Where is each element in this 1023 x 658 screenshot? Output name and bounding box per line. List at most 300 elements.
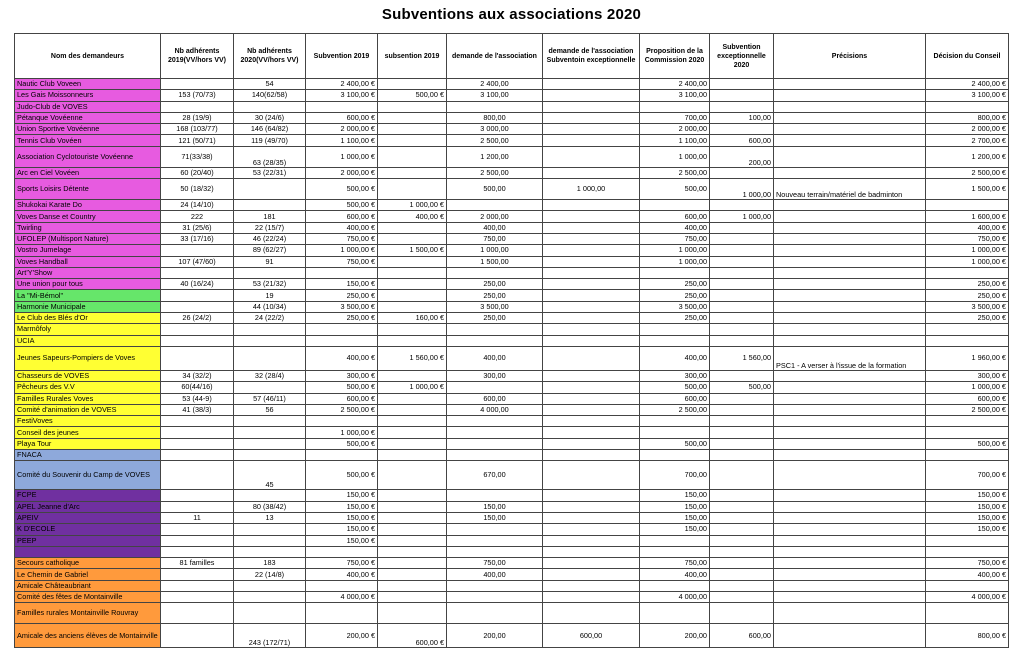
table-cell [710,90,774,101]
table-cell [543,450,640,461]
table-cell: 2 000,00 € [926,124,1009,135]
table-cell [710,416,774,427]
table-row [15,112,1009,123]
table-cell [161,524,234,535]
table-cell: 2 400,00 [640,79,710,90]
table-cell [378,546,447,557]
table-cell: 3 500,00 [447,301,543,312]
table-cell [447,101,543,112]
table-row [15,324,1009,335]
table-cell: 250,00 [640,279,710,290]
table-cell [161,490,234,501]
table-cell: 1 000,00 [640,256,710,267]
table-row [15,404,1009,415]
table-cell [447,200,543,211]
table-cell [234,324,306,335]
table-row [15,427,1009,438]
table-cell [378,404,447,415]
table-row [15,624,1009,648]
table-cell [543,416,640,427]
table-cell: 600,00 € [306,211,378,222]
table-cell: 4 000,00 [447,404,543,415]
table-cell: 4 000,00 € [926,591,1009,602]
table-cell: 400,00 [447,346,543,370]
table-cell: 400,00 [447,222,543,233]
table-cell: 1 000,00 [447,245,543,256]
table-cell [710,370,774,381]
table-cell [710,461,774,490]
table-cell [926,200,1009,211]
table-cell [378,393,447,404]
table-cell [543,569,640,580]
table-cell: 89 (62/27) [234,245,306,256]
table-cell [378,222,447,233]
table-cell [447,427,543,438]
table-cell: 500,00 € [306,179,378,200]
table-cell [234,200,306,211]
table-cell [378,370,447,381]
table-cell [774,603,926,624]
column-header: Nom des demandeurs [15,34,161,79]
table-cell: 400,00 € [306,569,378,580]
association-name: Conseil des jeunes [15,427,161,438]
table-cell [161,267,234,278]
table-cell [378,438,447,449]
table-cell [378,290,447,301]
column-header: Décision du Conseil [926,34,1009,79]
table-cell: 3 500,00 [640,301,710,312]
table-row [15,124,1009,135]
table-cell [774,535,926,546]
table-cell [378,79,447,90]
table-cell [543,524,640,535]
table-cell [447,580,543,591]
table-cell [640,603,710,624]
table-cell: 33 (17/16) [161,233,234,244]
table-cell [161,346,234,370]
table-cell [710,279,774,290]
table-cell [543,90,640,101]
table-row [15,382,1009,393]
table-cell: 63 (28/35) [234,146,306,167]
table-cell: 400,00 € [926,222,1009,233]
table-cell [710,79,774,90]
table-cell: 250,00 € [306,290,378,301]
table-cell: 600,00 € [926,393,1009,404]
table-cell: 160,00 € [378,313,447,324]
table-cell [774,427,926,438]
table-cell [378,179,447,200]
table-cell [306,450,378,461]
table-cell [926,580,1009,591]
table-cell [926,267,1009,278]
table-cell [161,301,234,312]
table-cell [774,404,926,415]
table-cell [543,135,640,146]
table-cell [710,450,774,461]
table-cell: 750,00 € [306,558,378,569]
table-cell [306,580,378,591]
table-cell: 1 000,00 [640,146,710,167]
table-cell [774,490,926,501]
table-cell [234,427,306,438]
association-name: Le Club des Blés d'Or [15,313,161,324]
table-cell [710,245,774,256]
table-cell: 140(62/58) [234,90,306,101]
table-cell [378,135,447,146]
table-cell: 53 (21/32) [234,279,306,290]
table-cell: 60 (20/40) [161,167,234,178]
table-cell [378,267,447,278]
table-cell: 1 000,00 € [926,245,1009,256]
table-cell [378,512,447,523]
table-cell [710,569,774,580]
table-cell [447,546,543,557]
association-name: PEEP [15,535,161,546]
table-cell [306,546,378,557]
table-cell [234,524,306,535]
table-cell: 2 500,00 € [306,404,378,415]
table-cell [543,501,640,512]
table-cell [378,324,447,335]
table-cell [710,256,774,267]
table-cell [710,290,774,301]
table-cell: 2 500,00 [447,167,543,178]
table-cell: 400,00 [640,569,710,580]
table-cell: 700,00 [640,112,710,123]
table-cell [774,512,926,523]
table-cell: 400,00 € [306,222,378,233]
table-cell [774,382,926,393]
table-row [15,535,1009,546]
table-cell [710,393,774,404]
table-cell [774,569,926,580]
table-cell [306,416,378,427]
table-cell: 200,00 [710,146,774,167]
table-cell: 1 600,00 € [926,211,1009,222]
table-cell [543,393,640,404]
table-cell: 2 000,00 € [306,167,378,178]
table-cell: 400,00 [640,346,710,370]
association-name: FNACA [15,450,161,461]
table-cell: 2 400,00 [447,79,543,90]
association-name: Twirling [15,222,161,233]
table-cell [543,146,640,167]
column-header: Précisions [774,34,926,79]
table-cell: 300,00 € [306,370,378,381]
table-cell [774,233,926,244]
table-cell [378,580,447,591]
subventions-table [14,33,1009,648]
table-cell [774,256,926,267]
table-cell: 168 (103/77) [161,124,234,135]
table-cell: 200,00 € [306,624,378,648]
table-cell [543,546,640,557]
table-cell: 600,00 [640,393,710,404]
table-cell [161,101,234,112]
association-name: Association Cyclotouriste Vovéenne [15,146,161,167]
table-row [15,167,1009,178]
table-cell [543,211,640,222]
table-cell [378,124,447,135]
table-cell: PSC1 - A verser à l'issue de la formation [774,346,926,370]
table-cell: 200,00 [447,624,543,648]
table-cell: 56 [234,404,306,415]
association-name [15,546,161,557]
table-cell: 100,00 [710,112,774,123]
table-cell: 150,00 € [306,524,378,535]
table-cell [543,112,640,123]
association-name: Amicale des anciens élèves de Montainville [15,624,161,648]
table-cell: 150,00 € [306,490,378,501]
table-cell [161,335,234,346]
table-cell [774,167,926,178]
association-name: Union Sportive Vovéenne [15,124,161,135]
table-row [15,569,1009,580]
table-cell [710,512,774,523]
association-name: Tennis Club Vovéen [15,135,161,146]
table-cell: 150,00 € [306,512,378,523]
table-cell [710,558,774,569]
table-cell [774,146,926,167]
table-cell [710,603,774,624]
column-header: subsention 2019 [378,34,447,79]
table-cell [640,101,710,112]
table-cell [774,222,926,233]
table-row [15,279,1009,290]
table-cell [774,290,926,301]
table-cell [378,603,447,624]
table-cell: 3 000,00 [447,124,543,135]
association-name: UFOLEP (Multisport Nature) [15,233,161,244]
table-row [15,335,1009,346]
table-row [15,313,1009,324]
table-cell [378,167,447,178]
table-cell: 60(44/16) [161,382,234,393]
table-cell [710,501,774,512]
table-cell: 750,00 [640,558,710,569]
table-cell: 13 [234,512,306,523]
table-cell: 150,00 € [926,524,1009,535]
table-cell [774,546,926,557]
table-cell: 200,00 [640,624,710,648]
table-cell [161,427,234,438]
table-cell: 250,00 [640,290,710,301]
table-cell: 54 [234,79,306,90]
table-cell [926,324,1009,335]
table-cell [447,382,543,393]
table-cell [774,524,926,535]
table-cell [926,335,1009,346]
table-cell [774,267,926,278]
table-cell [306,335,378,346]
table-cell: 2 000,00 € [306,124,378,135]
association-name: Arc en Ciel Vovéen [15,167,161,178]
table-cell: 153 (70/73) [161,90,234,101]
association-name: FCPE [15,490,161,501]
table-cell [543,167,640,178]
table-cell [774,135,926,146]
table-cell [543,591,640,602]
table-cell [234,546,306,557]
table-cell: 250,00 [447,279,543,290]
association-name: Vostro Jumelage [15,245,161,256]
column-header: Nb adhérents 2020(VV/hors VV) [234,34,306,79]
table-cell [447,535,543,546]
table-cell: 119 (49/70) [234,135,306,146]
table-cell [543,279,640,290]
table-cell [640,324,710,335]
table-row [15,416,1009,427]
table-row [15,179,1009,200]
table-cell [378,501,447,512]
table-cell: 121 (50/71) [161,135,234,146]
table-cell: 31 (25/6) [161,222,234,233]
table-cell [710,580,774,591]
table-cell [161,324,234,335]
table-cell: 400,00 [640,222,710,233]
table-cell: 41 (38/3) [161,404,234,415]
table-cell: 3 500,00 € [306,301,378,312]
table-cell: 26 (24/2) [161,313,234,324]
association-name: Amicale Châteaubriant [15,580,161,591]
column-header: Proposition de la Commission 2020 [640,34,710,79]
table-cell: 2 000,00 [640,124,710,135]
association-name: Voves Handball [15,256,161,267]
table-cell: 2 400,00 € [306,79,378,90]
table-cell [774,501,926,512]
table-cell: 243 (172/71) [234,624,306,648]
table-cell: 150,00 € [306,535,378,546]
table-cell: 600,00 [543,624,640,648]
table-cell: 400,00 € [306,346,378,370]
table-cell: 700,00 € [926,461,1009,490]
table-cell: 150,00 € [926,490,1009,501]
table-cell: 750,00 € [926,233,1009,244]
table-cell [640,335,710,346]
table-cell [774,245,926,256]
association-name: Comité des fêtes de Montainville [15,591,161,602]
table-cell [543,222,640,233]
table-row [15,267,1009,278]
table-cell [543,313,640,324]
table-cell [378,256,447,267]
table-row [15,546,1009,557]
table-cell: 1 000,00 [710,211,774,222]
table-cell: 150,00 [447,501,543,512]
table-cell: 150,00 [447,512,543,523]
page-title: Subventions aux associations 2020 [381,6,642,23]
table-cell: 600,00 [447,393,543,404]
table-row [15,245,1009,256]
table-cell [234,179,306,200]
table-cell [447,267,543,278]
table-cell [378,279,447,290]
table-cell [774,393,926,404]
table-cell [447,490,543,501]
table-cell [774,279,926,290]
table-cell [161,603,234,624]
column-header: Nb adhérents 2019(VV/hors VV) [161,34,234,79]
table-cell: 2 700,00 € [926,135,1009,146]
table-cell [378,524,447,535]
table-cell [234,267,306,278]
table-cell: Nouveau terrain/matériel de badminton [774,179,926,200]
table-cell [447,524,543,535]
table-cell [640,580,710,591]
table-cell: 250,00 € [926,290,1009,301]
table-cell [543,335,640,346]
table-cell [774,416,926,427]
table-cell [543,290,640,301]
table-cell: 11 [161,512,234,523]
table-row [15,603,1009,624]
table-cell [306,267,378,278]
table-cell [774,124,926,135]
table-cell [378,558,447,569]
table-cell [378,569,447,580]
table-cell [774,79,926,90]
table-cell: 400,00 € [378,211,447,222]
table-cell [543,301,640,312]
table-cell [161,461,234,490]
table-cell [543,324,640,335]
table-cell [378,233,447,244]
table-cell [161,591,234,602]
table-cell: 500,00 [447,179,543,200]
table-cell: 600,00 € [378,624,447,648]
table-cell: 150,00 [640,501,710,512]
table-row [15,512,1009,523]
table-cell [926,535,1009,546]
table-cell: 28 (19/9) [161,112,234,123]
table-cell [543,427,640,438]
table-cell [543,245,640,256]
table-cell: 600,00 [710,135,774,146]
table-cell [640,416,710,427]
table-cell [774,438,926,449]
table-cell: 45 [234,461,306,490]
table-cell: 150,00 € [926,501,1009,512]
table-cell [161,535,234,546]
table-cell [378,112,447,123]
table-cell [161,569,234,580]
table-cell: 670,00 [447,461,543,490]
table-cell [710,233,774,244]
association-name: Une union pour tous [15,279,161,290]
table-cell [378,101,447,112]
table-cell [710,335,774,346]
table-cell [234,382,306,393]
table-cell: 1 560,00 € [378,346,447,370]
table-cell: 57 (46/11) [234,393,306,404]
table-cell [161,501,234,512]
table-cell [774,335,926,346]
table-cell: 2 500,00 [640,167,710,178]
table-cell [543,200,640,211]
table-cell: 500,00 € [306,200,378,211]
association-name: Familles rurales Montainville Rouvray [15,603,161,624]
association-name: Jeunes Sapeurs-Pompiers de Voves [15,346,161,370]
table-cell [161,245,234,256]
table-cell [774,370,926,381]
table-cell [710,313,774,324]
table-cell: 750,00 [447,558,543,569]
table-cell [774,301,926,312]
table-cell [447,450,543,461]
table-cell: 4 000,00 [640,591,710,602]
table-cell [710,427,774,438]
